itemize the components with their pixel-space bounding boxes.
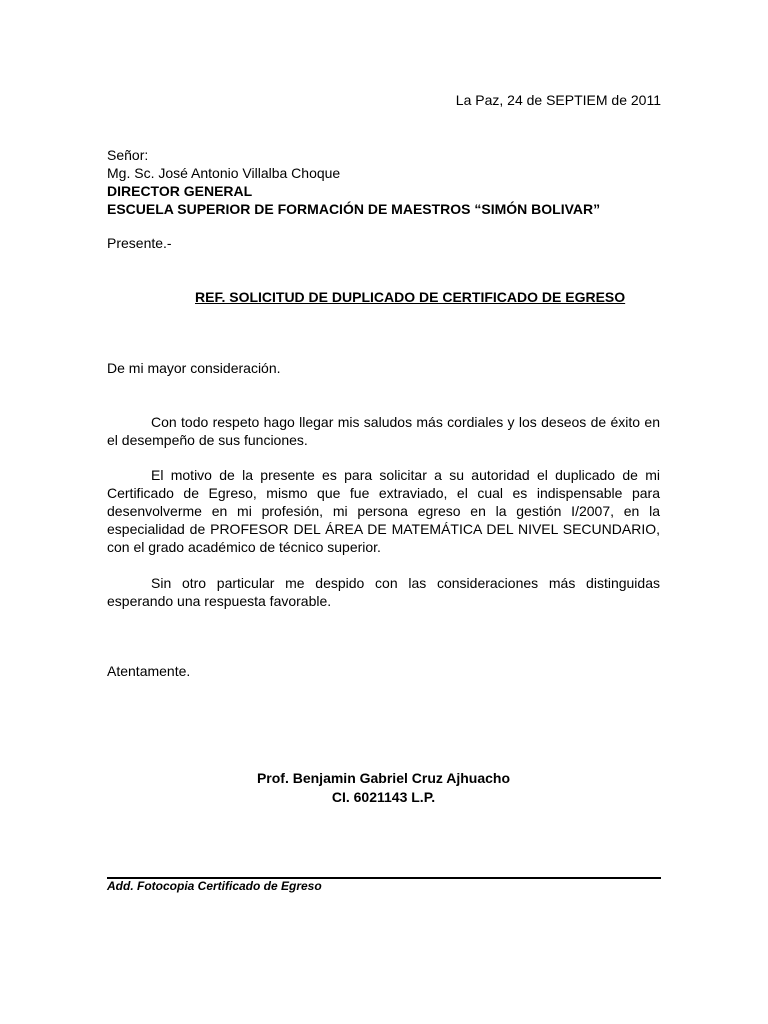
reference-line: REF. SOLICITUD DE DUPLICADO DE CERTIFICADO DE EGRESO <box>195 289 626 305</box>
signature-name: Prof. Benjamin Gabriel Cruz Ajhuacho <box>256 770 511 786</box>
body-paragraph-2: El motivo de la presente es para solicitar a su autoridad el duplicado de mi Certificado de Egreso, mismo que fue extraviado, el cual es indispensable para desenvolverme en mi profesión, mi persona egreso en la gestión I/2007, en la especialidad de PROFESOR DEL ÁREA DE MATEMÁTICA DEL NIVEL SECUNDARIO, con el grado académico de técnico superior. <box>107 467 660 555</box>
recipient-institution: ESCUELA SUPERIOR DE FORMACIÓN DE MAESTROS “SIMÓN BOLIVAR” <box>107 201 601 217</box>
attachment-note: Add. Fotocopia Certificado de Egreso <box>107 879 322 893</box>
body-paragraph-1: Con todo respeto hago llegar mis saludos más cordiales y los deseos de éxito en el desempeño de sus funciones. <box>107 414 660 448</box>
body-paragraph-3: Sin otro particular me despido con las consideraciones más distinguidas esperando una respuesta favorable. <box>107 575 660 609</box>
recipient-salutation: Señor: <box>107 147 149 163</box>
presente-line: Presente.- <box>107 235 172 251</box>
recipient-title: DIRECTOR GENERAL <box>107 183 253 199</box>
recipient-block <box>107 146 600 218</box>
closing: Atentamente. <box>107 663 191 679</box>
greeting: De mi mayor consideración. <box>107 360 281 376</box>
date-line: La Paz, 24 de SEPTIEM de 2011 <box>455 92 661 108</box>
recipient-name: Mg. Sc. José Antonio Villalba Choque <box>107 165 341 181</box>
signature-id: CI. 6021143 L.P. <box>331 789 436 805</box>
